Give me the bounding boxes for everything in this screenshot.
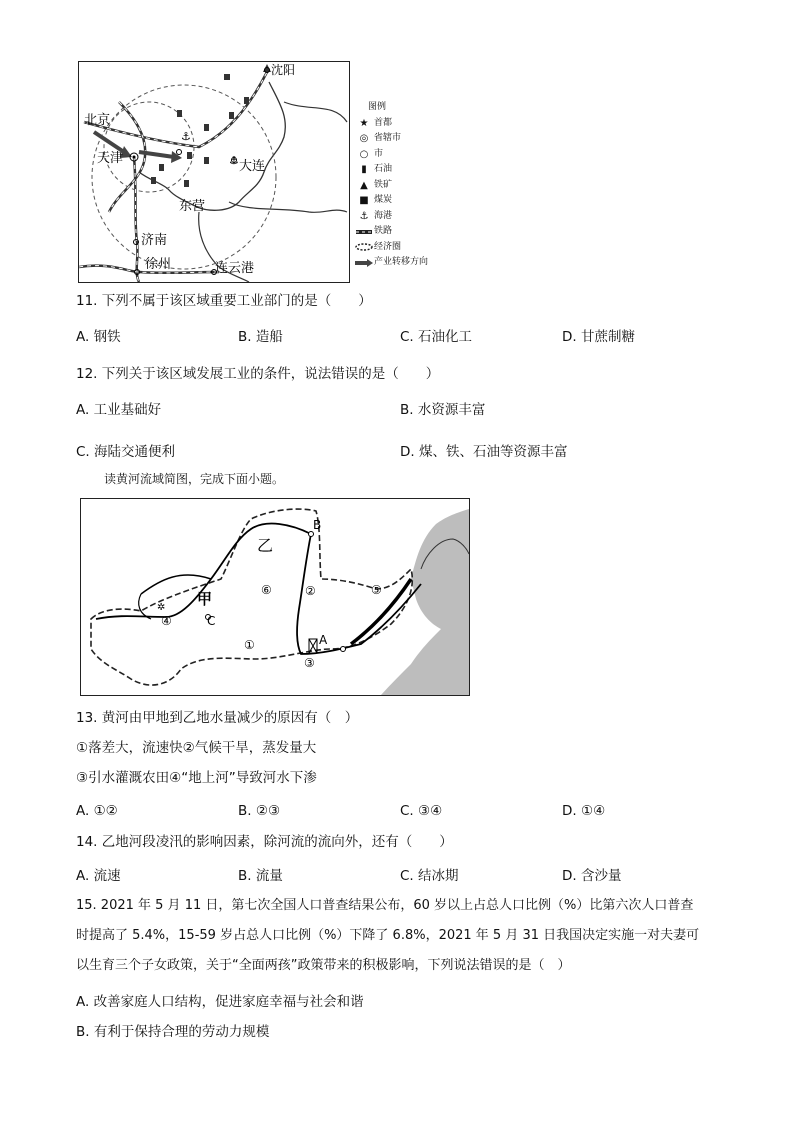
arrow-icon [354,259,374,267]
q14-option-a[interactable]: A. 流速 [76,868,121,884]
q15-stem-line3: 以生育三个子女政策，关于“全面两孩”政策带来的积极影响，下列说法错误的是（ ） [76,958,571,973]
legend-label: 铁路 [374,226,393,236]
label-yi: 乙 [257,536,274,555]
legend-label: 市 [374,148,384,159]
q15-stem-line2: 时提高了 5.4%，15-59 岁占总人口比例（%）下降了 6.8%，2021 年 5 月 31 日我国决定实施一对夫妻可 [76,928,700,943]
city-lianyungang: 连云港 [215,261,255,276]
city-tianjin: 天津 [97,151,124,166]
q12-option-d[interactable]: D. 煤、铁、石油等资源丰富 [400,444,568,460]
q11-option-d[interactable]: D. 甘蔗制糖 [562,329,635,345]
q13-statement-line2: ③引水灌溉农田④“地上河”导致河水下渗 [76,770,317,786]
legend-label: 煤炭 [374,195,393,205]
q15-option-a[interactable]: A. 改善家庭人口结构，促进家庭幸福与社会和谐 [76,994,364,1010]
circled-2: ② [305,584,316,598]
q13-stem: 13. 黄河由甲地到乙地水量减少的原因有（ ） [76,710,359,726]
legend-label: 首都 [374,117,393,128]
circle-icon: ○ [359,148,369,160]
city-jinan: 济南 [141,233,168,248]
label-A: A [319,633,328,647]
double-circle-icon: ◎ [359,133,369,144]
legend-label: 产业转移方向 [374,257,429,267]
q12-stem: 12. 下列关于该区域发展工业的条件，说法错误的是（ ） [76,366,440,382]
square-icon: ■ [359,195,369,206]
city-beijing: 北京 [84,113,111,128]
legend-label: 海港 [374,210,393,221]
svg-text:⚓: ⚓ [229,154,239,167]
oil-icon: ▮ [361,164,367,175]
svg-text:✲: ✲ [157,602,166,613]
circled-5: ⑤ [371,583,382,597]
city-xuzhou: 徐州 [145,257,172,272]
q11-stem: 11. 下列不属于该区域重要工业部门的是（ ） [76,293,372,309]
legend-label: 石油 [374,164,393,174]
city-dongying: 东营 [179,199,206,214]
q15-option-b[interactable]: B. 有利于保持合理的劳动力规模 [76,1024,270,1040]
q12-option-a[interactable]: A. 工业基础好 [76,402,162,418]
yellow-river-drawing [81,499,469,695]
q13-option-a[interactable]: A. ①② [76,803,118,819]
star-icon: ★ [359,117,369,129]
q14-option-c[interactable]: C. 结冰期 [400,868,459,884]
label-B: B [313,518,322,532]
bohai-map-drawing [79,62,349,282]
q14-option-b[interactable]: B. 流量 [238,868,283,884]
label-jia: 甲 [197,590,213,608]
bohai-region-map [78,61,350,283]
map1-legend [354,100,428,271]
q13-option-d[interactable]: D. ①④ [562,803,606,819]
circled-3: ③ [304,656,315,670]
q11-option-c[interactable]: C. 石油化工 [400,329,473,345]
triangle-icon: ▲ [360,179,368,191]
q13-option-c[interactable]: C. ③④ [400,803,443,819]
anchor-icon: ⚓ [359,210,369,222]
legend-label: 经济圈 [374,241,402,252]
railway-icon [354,229,374,235]
q11-option-a[interactable]: A. 钢铁 [76,329,121,345]
q12-option-b[interactable]: B. 水资源丰富 [400,402,486,418]
circled-1: ① [244,638,255,652]
q14-option-d[interactable]: D. 含沙量 [562,868,622,884]
city-shenyang: 沈阳 [271,63,296,77]
city-dalian: 大连 [239,159,266,174]
legend-label: 省辖市 [374,133,402,143]
legend-title: 图例 [368,102,387,112]
q13-statement-line1: ①落差大，流速快②气候干旱，蒸发量大 [76,740,317,756]
yellow-river-map [80,498,470,696]
q13-option-b[interactable]: B. ②③ [238,803,281,819]
label-C: C [207,614,216,628]
section-instruction: 读黄河流域简图，完成下面小题。 [104,472,285,486]
q14-stem: 14. 乙地河段凌汛的影响因素，除河流的流向外，还有（ ） [76,834,453,850]
svg-text:⚓: ⚓ [181,130,191,143]
legend-label: 铁矿 [374,179,393,190]
q12-option-c[interactable]: C. 海陆交通便利 [76,444,176,460]
dashed-loop-icon [354,243,374,251]
q11-option-b[interactable]: B. 造船 [238,329,283,345]
q15-stem-line1: 15. 2021 年 5 月 11 日，第七次全国人口普查结果公布，60 岁以上占总人口比例（%）比第六次人口普查 [76,898,694,913]
circled-6: ⑥ [261,583,272,597]
circled-4: ④ [161,614,172,628]
